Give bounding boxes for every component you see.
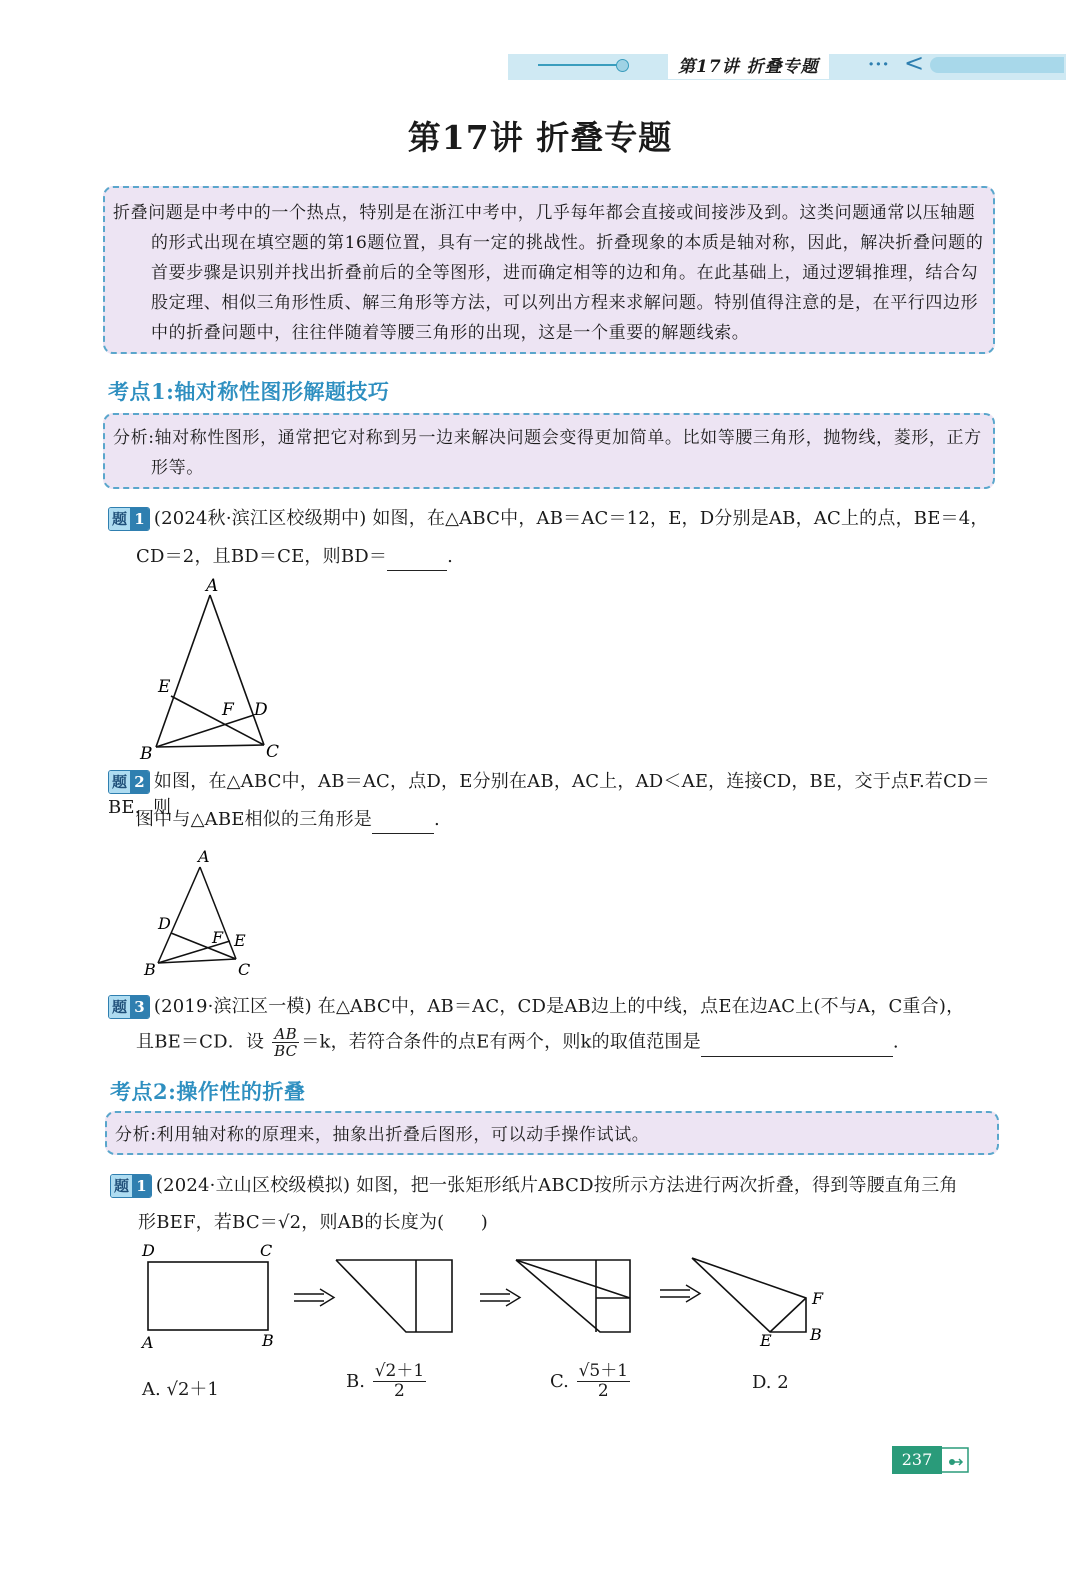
question-tag: 题 1 [108,507,150,531]
label-b: B [262,1331,274,1350]
answer-blank[interactable] [387,544,447,571]
s2-q1-line2: 形BEF，若BC＝√2，则AB的长度为( ) [138,1212,488,1233]
intro-text: 折叠问题是中考中的一个热点，特别是在浙江中考中，几乎每年都会直接或间接涉及到。这类问题通常以压轴题的形式出现在填空题的第16题位置，具有一定的挑战性。折叠现象的本质是轴对称，因此，解决折叠问题的首要步骤是识别并找出折叠前后的全等图形，进而确定相等的边和角。在此基础上，通过逻辑推理，结合勾股定理、相似三角形性质、解三角形等方法，可以列出方程来求解问题。特别值得注意的是，在平行四边形中的折叠问题中，往往伴随着等腰三角形的出现，这是一个重要的解题线索。 [113,203,984,343]
answer-blank[interactable] [701,1030,893,1057]
label-d: D [142,1241,155,1260]
label-f: F [212,928,224,947]
s2-q1 [110,1173,1000,1199]
s1-q3-line2b: ＝k，若符合条件的点E有两个，则k的取值范围是 [301,1031,701,1053]
section1-analysis-box [103,413,995,489]
side-bc [156,745,264,747]
s1-q2-figure [138,845,258,985]
label-e: E [234,931,246,950]
arrow-right-icon [480,1289,520,1306]
side-ab [156,595,210,747]
label-e: E [760,1331,772,1350]
s1-q1-line1: (2024秋·滨江区校级期中) 如图，在△ABC中，AB＝AC＝12，E，D分别是AB，AC上的点，BE＝4， [153,508,989,529]
answer-blank[interactable] [372,807,434,834]
question-tag: 题 1 [110,1174,152,1198]
arrow-right-icon [294,1289,334,1306]
section2-analysis-box [105,1111,999,1155]
intro-box [103,186,995,354]
s2-q1-l2 [138,1210,488,1236]
question-tag: 题 2 [108,770,150,794]
label-a: A [198,847,210,866]
s1-q3 [108,994,998,1020]
s1-q2-l2: 图中与△ABE相似的三角形是 . [136,807,440,834]
s2-q1-figures [130,1238,850,1358]
s1-q1-figure [130,575,290,765]
s1-q2-line2: 图中与△ABE相似的三角形是 [136,809,373,830]
section1-analysis: 分析:轴对称性图形，通常把它对称到另一边来解决问题会变得更加简单。比如等腰三角形，抛物线，菱形，正方形等。 [113,428,982,478]
header-dots: ··· [868,54,890,75]
header-dot [616,59,629,72]
arrow-right-icon [660,1285,700,1302]
option-a[interactable]: A. √2＋1 [142,1379,219,1400]
label-c: C [266,742,280,762]
s1-q3-line1: (2019·滨江区一模) 在△ABC中，AB＝AC，CD是AB边上的中线，点E在边AC上(不与A，C重合)， [153,996,965,1017]
label-c: C [260,1241,273,1260]
header-line [538,64,618,66]
label-e: E [158,677,171,697]
label-b: B [144,960,156,979]
label-d: D [158,914,171,933]
header-tail [930,57,1064,73]
section2-heading: 考点2:操作性的折叠 [110,1079,306,1104]
option-c[interactable]: C. $\frac{√5+1}{2}$ [550,1361,629,1401]
label-d: D [254,700,268,720]
s1-q1-l2: CD＝2，且BD＝CE，则BD＝ . [136,544,453,571]
section2-analysis: 分析:利用轴对称的原理来，抽象出折叠后图形，可以动手操作试试。 [115,1125,650,1145]
page-title: 第17讲 折叠专题 [407,118,673,157]
label-c: C [238,960,251,979]
label-b: B [140,744,153,764]
side-ac [210,595,264,745]
page-number: 237 [892,1446,942,1474]
label-f: F [812,1289,824,1308]
s1-q1 [108,506,998,532]
segment-bd [156,715,254,747]
label-a: A [142,1333,154,1352]
fraction-ab-bc: $\frac{AB}{BC}$ [274,1025,298,1060]
label-f: F [222,700,234,720]
section1-heading: 考点1:轴对称性图形解题技巧 [108,379,390,404]
page-corner-icon [940,1446,970,1474]
label-b: B [810,1325,822,1344]
question-tag: 题 3 [108,995,150,1019]
label-a: A [206,576,219,596]
s1-q3-l2: 且BE＝CD．设 $\frac{AB}{BC}$ ＝k，若符合条件的点E有两个，则k的取值范围是 . [136,1025,899,1060]
chevron-left-icon: < [904,49,925,77]
s1-q2-line1: 如图，在△ABC中，AB＝AC，点D，E分别在AB，AC上，AD＜AE，连接CD，BE，交于点F.若CD＝BE，则 [108,771,990,818]
running-title: 第17讲 折叠专题 [668,50,829,79]
s1-q1-line2: CD＝2，且BD＝CE，则BD＝ [136,546,388,567]
s2-q1-line1: (2024·立山区校级模拟) 如图，把一张矩形纸片ABCD按所示方法进行两次折叠，得到等腰直角三角 [155,1175,958,1196]
option-b[interactable]: B. $\frac{√2+1}{2}$ [346,1361,425,1401]
s1-q3-line2a: 且BE＝CD．设 [136,1031,265,1053]
option-d[interactable]: D. 2 [752,1372,789,1393]
